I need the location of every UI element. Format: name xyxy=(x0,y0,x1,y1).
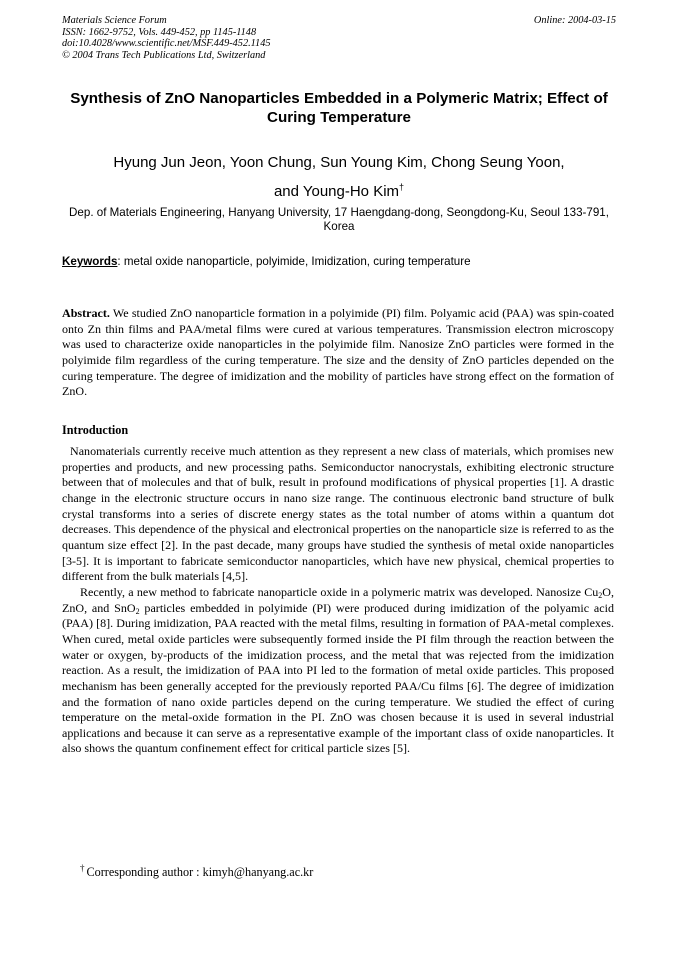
paragraph-2-part-c: particles embedded in polyimide (PI) were produced during imidization of the polyamic acid (PAA) [8]. During imidization, PAA reacted with the metal films, resulting in formation of PAA-metal complexes. When cured, metal oxide particles were subsequently formed inside the PI film through the reaction between the water or oxygen, by-products of the imidization process, and the metal that was rejected from the imidization reaction. As a result, the imidization of PAA into PI led to the formation of metal oxide particles. This proposed mechanism has been generally accepted for the previously reported PAA/Cu films [6]. The degree of imidization and the formation of nano oxide particles depend on the curing temperature. We studied the effect of curing temperature on the metal-oxide formation in the PI. ZnO was chosen because it is used in several industrial applications and because it can serve as a representative example of the important class of oxide nanoparticles. It also shows the quantum confinement effect for critical particle sizes [5]. xyxy=(62,600,614,756)
abstract-label: Abstract. xyxy=(62,306,110,320)
paragraph-2-part-b: O, ZnO, and SnO xyxy=(62,584,614,615)
authors-line-1: Hyung Jun Jeon, Yoon Chung, Sun Young Kim, Chong Seung Yoon, xyxy=(113,154,565,171)
abstract-text: We studied ZnO nanoparticle formation in a polyimide (PI) film. Polyamic acid (PAA) was spin-coated onto Zn thin films and PAA/metal films were cured at various temperatures. Transmission electron microscopy was used to characterize oxide nanoparticles in the polyimide film. Nanosize ZnO particles were formed in the polyimide film regardless of the curing temperature. The size and the density of ZnO particles depended on the curing temperature. The degree of imidization and the mobility of particles have strong effect on the formation of ZnO. xyxy=(62,306,614,399)
introduction-body xyxy=(62,444,614,757)
subscript-cu2o: 2 xyxy=(598,590,603,600)
affiliation: Dep. of Materials Engineering, Hanyang University, 17 Haengdang-dong, Seongdong-Ku, Seoul 133-791, Korea xyxy=(69,206,609,233)
corresponding-author-dagger: † xyxy=(399,182,405,192)
footnote-text: Corresponding author : kimyh@hanyang.ac.kr xyxy=(86,865,314,879)
introduction-heading: Introduction xyxy=(62,423,129,437)
author-list xyxy=(62,151,616,204)
authors-line-2-text: and Young-Ho Kim xyxy=(273,183,400,200)
introduction-paragraph-2 xyxy=(62,585,614,757)
doi-line[interactable]: doi:10.4028/www.scientific.net/MSF.449-452.1145 xyxy=(62,38,271,50)
online-date: Online: 2004-03-15 xyxy=(533,15,616,26)
paragraph-2-part-a: Recently, a new method to fabricate nanoparticle oxide in a polymeric matrix was developed. Nanosize Cu xyxy=(80,584,599,599)
keywords-text: : metal oxide nanoparticle, polyimide, Imidization, curing temperature xyxy=(117,255,471,268)
page-header xyxy=(62,15,616,65)
abstract xyxy=(62,306,614,400)
copyright-line: © 2004 Trans Tech Publications Ltd, Switzerland xyxy=(62,49,266,61)
paper-title: Synthesis of ZnO Nanoparticles Embedded in a Polymeric Matrix; Effect of Curing Temperature xyxy=(70,90,608,126)
authors-line-2 xyxy=(62,175,616,204)
introduction-paragraph-1: Nanomaterials currently receive much attention as they represent a new class of materials, which promises new properties and products, and new processing paths. Semiconductor nanocrystals, exhibiting electronic structure between that of molecules and that of bulk, result in profound modifications of physical properties [1]. A drastic change in the electronic structure occurs in nano size range. The continuous electronic band structure of bulk crystal transforms into a series of discrete energy states as the total number of atoms within a quantum dot decreases. This dependence of the physical and electronical properties on the nanoparticle size is referred to as the quantum size effect [2]. In the past decade, many groups have studied the synthesis of metal oxide nanoparticles [3-5]. It is important to fabricate semiconductor nanoparticles, which have new physical, chemical properties to different from the bulk materials [4,5]. xyxy=(62,444,614,584)
journal-name: Materials Science Forum xyxy=(62,15,167,26)
issn-line: ISSN: 1662-9752, Vols. 449-452, pp 1145-1148 xyxy=(62,26,257,38)
keywords-label: Keywords xyxy=(62,255,118,268)
footnote xyxy=(80,863,313,880)
footnote-dagger: † xyxy=(80,863,85,873)
keywords xyxy=(62,255,616,269)
subscript-sno2: 2 xyxy=(135,606,140,616)
publication-info xyxy=(62,15,271,61)
